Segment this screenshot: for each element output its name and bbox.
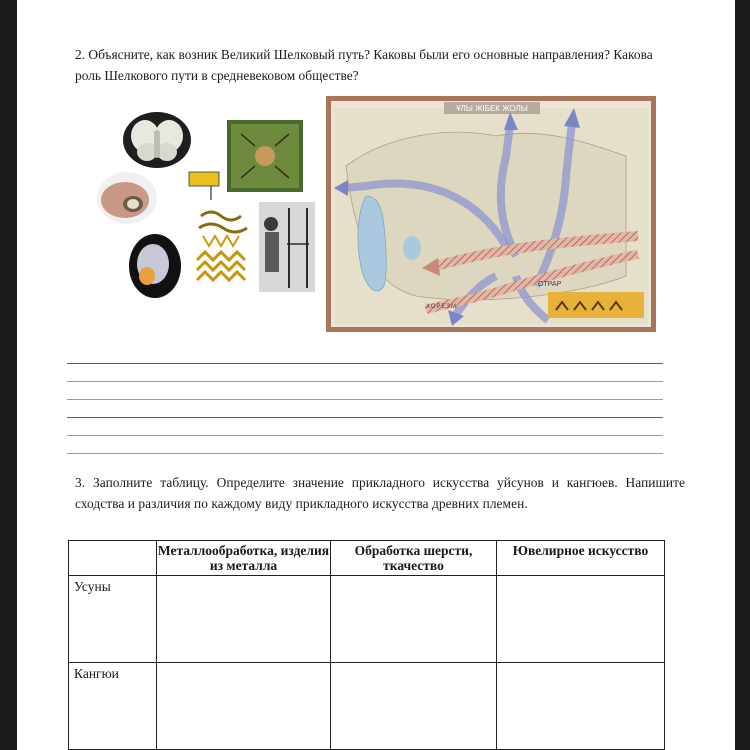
table-header-empty [69,541,157,576]
answer-line[interactable] [67,381,663,382]
aral-sea [403,236,421,260]
map-label-otrar: ОТРАР [538,281,562,288]
answer-line[interactable] [67,435,663,436]
row-label-kangyui: Кангюи [69,663,157,750]
weaver-engraving-image [255,196,319,298]
question-2-text: Объясните, как возник Великий Шелковый путь? Каковы были его основные направления? Какова роль Шелкового пути в средневековом обществе? [75,47,653,83]
answer-line[interactable] [67,399,663,400]
question-2 [75,44,675,86]
cocoon-in-hand-image [97,172,157,224]
table-header-metalwork: Металлообработка, изделия из металла [157,541,331,576]
silkworm-cocoon-image [129,234,181,298]
table-cell[interactable] [331,663,497,750]
table-row [69,576,665,663]
answer-line[interactable] [67,453,663,454]
table-cell[interactable] [157,576,331,663]
table-cell[interactable] [331,576,497,663]
table-row [69,663,665,750]
applied-art-table [68,540,665,750]
table-header-wool-weaving: Обработка шерсти, ткачество [331,541,497,576]
question-3 [75,472,685,514]
table-cell[interactable] [497,576,665,663]
spider-web-image [227,120,303,192]
table-header-jewelry: Ювелирное искусство [497,541,665,576]
question-2-number: 2. [75,47,86,62]
silk-moth-image [123,112,191,168]
table-cell[interactable] [157,663,331,750]
silk-road-map [326,96,656,332]
table-cell[interactable] [497,663,665,750]
map-label-khorezm: ХОРЕЗМ [426,304,457,310]
answer-line[interactable] [67,363,663,364]
answer-line[interactable] [67,417,663,418]
table-header-row [69,541,665,576]
question-3-text: Заполните таблицу. Определите значение прикладного искусства уйсунов и кангюев. Напишите сходства и различия по каждому виду прикладного искусства древних племен. [75,475,685,511]
question-3-number: 3. [75,475,86,490]
map-title: ҰЛЫ ЖІБЕК ЖОЛЫ [456,104,528,113]
row-label-usuny: Усуны [69,576,157,663]
worksheet-page [17,0,735,750]
silk-production-collage [81,104,323,300]
